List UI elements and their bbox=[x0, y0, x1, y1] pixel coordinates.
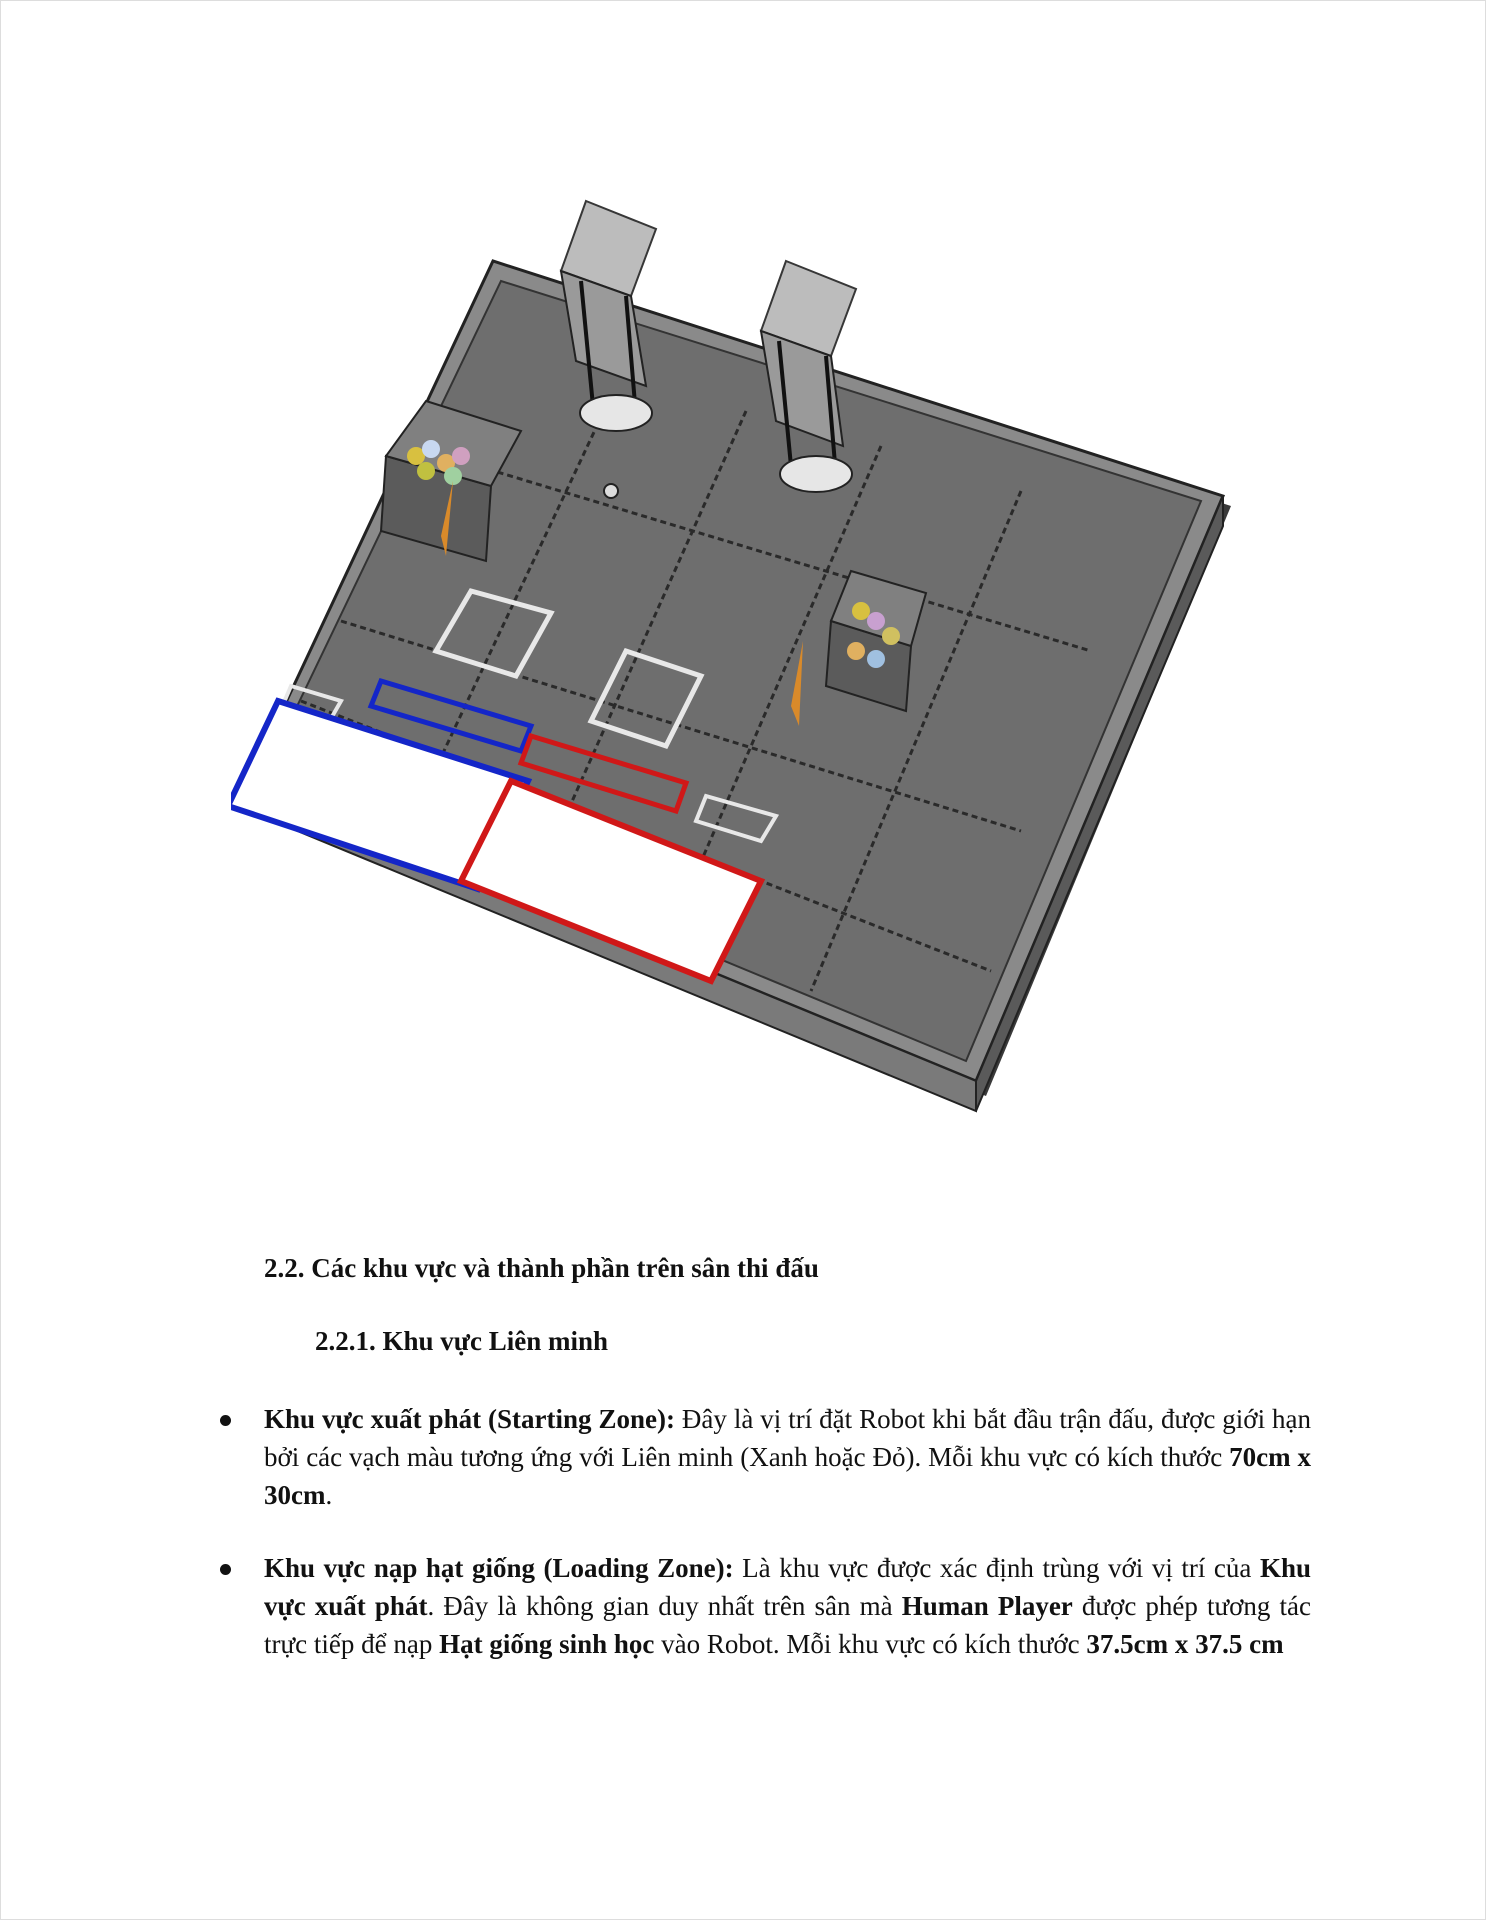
zone-size: 37.5cm x 37.5 cm bbox=[1086, 1629, 1284, 1659]
bullet-text: vào Robot. Mỗi khu vực có kích thước bbox=[654, 1629, 1087, 1659]
seeds-term: Hạt giống sinh học bbox=[439, 1629, 655, 1659]
list-item-starting-zone bbox=[215, 1400, 1311, 1514]
section-heading: 2.2. Các khu vực và thành phần trên sân thi đấu bbox=[264, 1253, 819, 1283]
bullet-list-2 bbox=[215, 1549, 1311, 1663]
subsection-heading: 2.2.1. Khu vực Liên minh bbox=[315, 1326, 609, 1356]
competition-field-illustration bbox=[231, 181, 1251, 1221]
bullet-text: . bbox=[325, 1480, 333, 1510]
bullet-text: Là khu vực được xác định trùng với vị trí của bbox=[733, 1553, 1260, 1583]
bullet-title: Khu vực xuất phát (Starting Zone): bbox=[264, 1404, 675, 1434]
human-player-term: Human Player bbox=[901, 1591, 1073, 1621]
bullet-text: được phép tương tác trực tiếp để nạp bbox=[264, 1591, 1311, 1659]
bullet-dot-icon bbox=[220, 1564, 231, 1575]
bullet-title: Khu vực nạp hạt giống (Loading Zone): bbox=[264, 1553, 734, 1583]
bullet-ref: Khu vực xuất phát bbox=[264, 1553, 1311, 1621]
list-item-loading-zone bbox=[215, 1549, 1311, 1663]
bullet-dot-icon bbox=[220, 1415, 231, 1426]
field-figure bbox=[231, 181, 1251, 1221]
center-marker bbox=[604, 484, 618, 498]
bullet-text: . Đây là không gian duy nhất trên sân mà bbox=[427, 1591, 902, 1621]
bullet-list-1 bbox=[215, 1400, 1311, 1514]
bullet-text: Đây là vị trí đặt Robot khi bắt đầu trận đấu, được giới hạn bởi các vạch màu tương ứng với Liên minh (Xanh hoặc Đỏ). Mỗi khu vực có kích thước bbox=[264, 1404, 1311, 1472]
zone-size: 70cm x 30cm bbox=[264, 1442, 1311, 1510]
field-floor bbox=[266, 281, 1201, 1061]
